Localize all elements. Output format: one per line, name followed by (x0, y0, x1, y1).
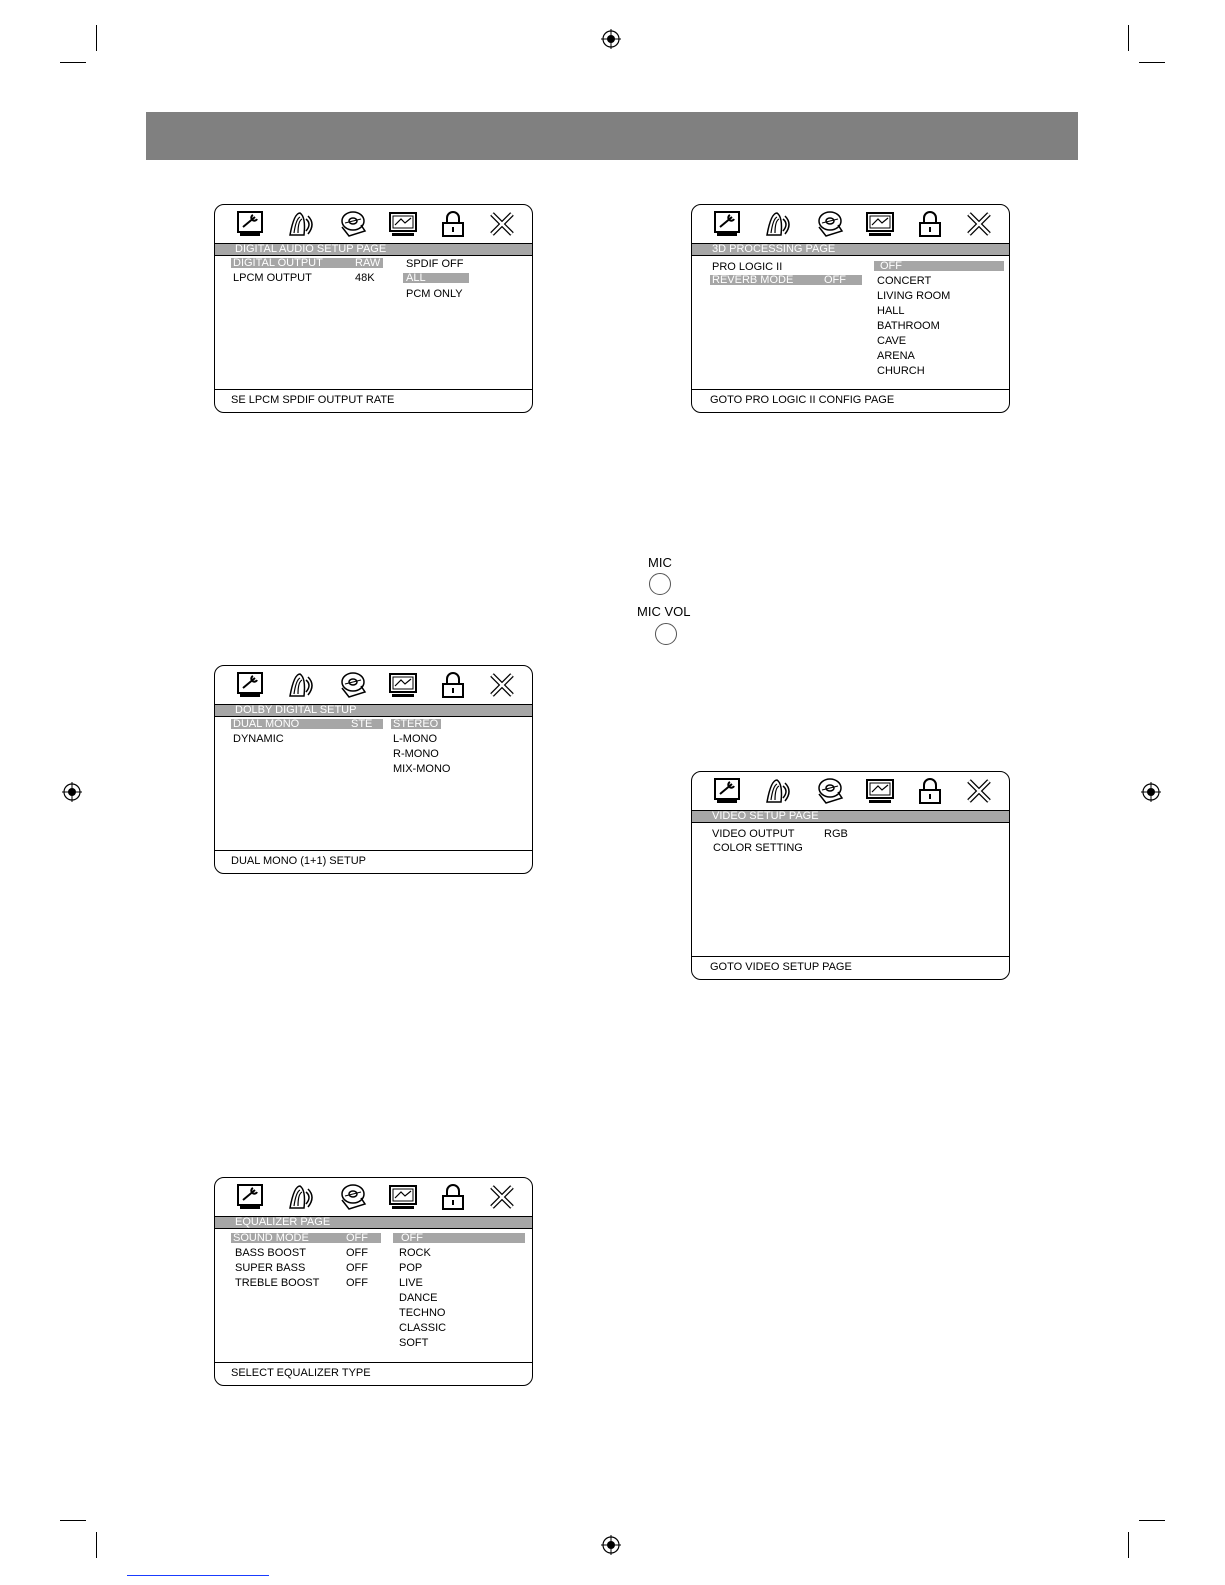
speaker-wave-icon[interactable] (763, 209, 795, 239)
menu-icon-bar (215, 205, 532, 243)
page-title-bar (692, 243, 1009, 256)
mic-vol-label: MIC VOL (637, 604, 691, 619)
wrench-monitor-icon[interactable] (712, 776, 744, 806)
padlock-icon[interactable] (437, 670, 469, 700)
option-item[interactable]: CHURCH (877, 365, 925, 377)
page-title-bar (215, 1216, 532, 1229)
disc-film-icon[interactable] (814, 209, 846, 239)
option-item[interactable]: ALL (406, 272, 426, 284)
menu-row-label[interactable]: TREBLE BOOST (235, 1277, 320, 1289)
menu-icon-bar (692, 772, 1009, 810)
menu-icon-bar (215, 1178, 532, 1216)
help-footer (215, 1362, 532, 1386)
disc-film-icon[interactable] (814, 776, 846, 806)
crop-mark (1128, 25, 1129, 51)
equalizer-screen (214, 1177, 533, 1386)
page-title-bar (692, 810, 1009, 823)
disc-film-icon[interactable] (337, 670, 369, 700)
registration-mark-icon (601, 1535, 621, 1555)
speaker-wave-icon[interactable] (763, 776, 795, 806)
help-footer (215, 850, 532, 874)
help-text: SELECT EQUALIZER TYPE (231, 1367, 371, 1379)
crop-mark (60, 62, 86, 63)
registration-mark-icon (601, 29, 621, 49)
option-item[interactable]: CAVE (877, 335, 907, 347)
page-title: DIGITAL AUDIO SETUP PAGE (235, 243, 387, 255)
help-text: GOTO VIDEO SETUP PAGE (710, 961, 852, 973)
padlock-icon[interactable] (914, 209, 946, 239)
registration-mark-icon (62, 782, 82, 802)
menu-row-value: 48K (355, 272, 375, 284)
menu-row-value: OFF (346, 1277, 368, 1289)
header-banner (146, 112, 1078, 160)
menu-row-value: OFF (346, 1262, 368, 1274)
crop-mark (60, 1520, 86, 1521)
disc-film-icon[interactable] (337, 209, 369, 239)
menu-row-label[interactable]: DIGITAL OUTPUT (233, 257, 323, 269)
page-title-bar (215, 243, 532, 256)
padlock-icon[interactable] (437, 1182, 469, 1212)
video-screen-icon[interactable] (387, 209, 419, 239)
page-title-bar (215, 704, 532, 717)
menu-row-label[interactable]: DUAL MONO (233, 718, 300, 730)
option-item[interactable]: ARENA (877, 350, 915, 362)
crop-mark (96, 25, 97, 51)
option-item[interactable]: OFF (401, 1232, 423, 1244)
option-item[interactable]: R-MONO (393, 748, 439, 760)
menu-row-label[interactable]: BASS BOOST (235, 1247, 306, 1259)
menu-row-value: RGB (824, 828, 848, 840)
speaker-wave-icon[interactable] (286, 1182, 318, 1212)
registration-mark-icon (1141, 782, 1161, 802)
disc-film-icon[interactable] (337, 1182, 369, 1212)
option-item[interactable]: SPDIF OFF (406, 258, 464, 270)
menu-row-value: OFF (346, 1232, 368, 1244)
crop-mark (1139, 62, 1165, 63)
page-title: EQUALIZER PAGE (235, 1216, 331, 1228)
dolby-digital-setup-screen (214, 665, 533, 874)
video-screen-icon[interactable] (387, 670, 419, 700)
crop-mark (96, 1532, 97, 1558)
help-footer (692, 389, 1009, 413)
menu-row-label[interactable]: PRO LOGIC II (712, 261, 783, 273)
option-item[interactable]: ROCK (399, 1247, 431, 1259)
video-setup-screen (691, 771, 1010, 980)
option-item[interactable]: OFF (880, 260, 902, 272)
mic-label: MIC (648, 555, 672, 570)
option-item[interactable]: LIVING ROOM (877, 290, 951, 302)
menu-row-value: STE (351, 718, 373, 730)
page-title: VIDEO SETUP PAGE (712, 810, 819, 822)
page-title: 3D PROCESSING PAGE (712, 243, 836, 255)
menu-row-value: RAW (355, 257, 381, 269)
option-item[interactable]: POP (399, 1262, 423, 1274)
close-x-icon[interactable] (486, 670, 518, 700)
option-item[interactable]: PCM ONLY (406, 288, 463, 300)
close-x-icon[interactable] (963, 209, 995, 239)
menu-row-label[interactable]: DYNAMIC (233, 733, 284, 745)
mic-volume-knob[interactable] (655, 623, 677, 645)
help-text: SE LPCM SPDIF OUTPUT RATE (231, 394, 395, 406)
speaker-wave-icon[interactable] (286, 670, 318, 700)
mic-jack[interactable] (649, 573, 671, 595)
help-text: GOTO PRO LOGIC II CONFIG PAGE (710, 394, 895, 406)
close-x-icon[interactable] (963, 776, 995, 806)
option-item[interactable]: BATHROOM (877, 320, 940, 332)
help-footer (215, 389, 532, 413)
wrench-monitor-icon[interactable] (235, 670, 267, 700)
menu-icon-bar (215, 666, 532, 704)
option-item[interactable]: HALL (877, 305, 905, 317)
3d-processing-screen (691, 204, 1010, 413)
padlock-icon[interactable] (914, 776, 946, 806)
menu-row-value: OFF (346, 1247, 368, 1259)
menu-row-value: OFF (824, 274, 846, 286)
menu-row-label[interactable]: SUPER BASS (235, 1262, 306, 1274)
padlock-icon[interactable] (437, 209, 469, 239)
close-x-icon[interactable] (486, 209, 518, 239)
option-item[interactable]: DANCE (399, 1292, 438, 1304)
wrench-monitor-icon[interactable] (235, 1182, 267, 1212)
help-text: DUAL MONO (1+1) SETUP (231, 855, 366, 867)
video-screen-icon[interactable] (864, 209, 896, 239)
help-footer (692, 956, 1009, 980)
option-item[interactable]: LIVE (399, 1277, 423, 1289)
menu-row-label[interactable]: VIDEO OUTPUT (712, 828, 795, 840)
menu-row-label[interactable]: REVERB MODE (712, 274, 794, 286)
option-item[interactable]: STEREO (393, 718, 439, 730)
crop-mark (1139, 1520, 1165, 1521)
option-item[interactable]: L-MONO (393, 733, 437, 745)
close-x-icon[interactable] (486, 1182, 518, 1212)
speaker-wave-icon[interactable] (286, 209, 318, 239)
menu-icon-bar (692, 205, 1009, 243)
menu-row-label[interactable]: LPCM OUTPUT (233, 272, 312, 284)
menu-row-label[interactable]: COLOR SETTING (713, 842, 803, 854)
wrench-monitor-icon[interactable] (712, 209, 744, 239)
page-title: DOLBY DIGITAL SETUP (235, 704, 357, 716)
video-screen-icon[interactable] (387, 1182, 419, 1212)
option-item[interactable]: CONCERT (877, 275, 932, 287)
option-item[interactable]: MIX-MONO (393, 763, 451, 775)
menu-row-label[interactable]: SOUND MODE (233, 1232, 309, 1244)
option-item[interactable]: SOFT (399, 1337, 429, 1349)
option-item[interactable]: TECHNO (399, 1307, 446, 1319)
option-item[interactable]: CLASSIC (399, 1322, 447, 1334)
digital-audio-setup-screen (214, 204, 533, 413)
crop-mark (1128, 1532, 1129, 1558)
wrench-monitor-icon[interactable] (235, 209, 267, 239)
video-screen-icon[interactable] (864, 776, 896, 806)
bottom-underline (127, 1575, 269, 1576)
